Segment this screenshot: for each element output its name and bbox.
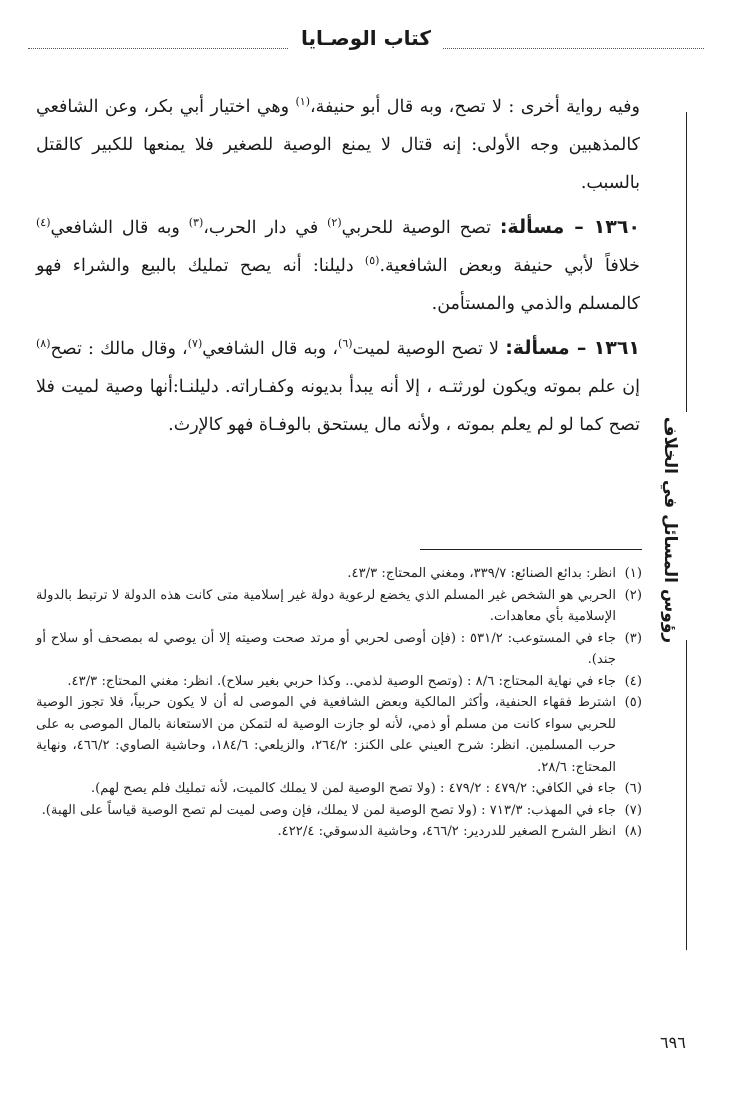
- footnote: [36, 800, 642, 822]
- footnote: [36, 821, 642, 843]
- footnote-text: جاء في نهاية المحتاج: ٨/٦ : (وتصح الوصية لذمي.. وكذا حربي بغير سلاح). انظر: مغني المحتاج: ٤٣/٣.: [67, 673, 616, 689]
- issue-1361-text-3: ، وقال مالك : تصح: [50, 339, 188, 359]
- footnote-text: انظر: بدائع الصنائع: ٣٣٩/٧، ومغني المحتاج: ٤٣/٣.: [347, 566, 616, 581]
- intro-text-1: وفيه رواية أخرى : لا تصح، وبه قال أبو حنيفة،: [310, 97, 640, 117]
- side-title-text: رؤوس المسائل في الخلاف: [660, 416, 680, 644]
- footnote-text: الحربي هو الشخص غير المسلم الذي يخضع لرعوية دولة غير إسلامية متى كانت هذه الدولة لا ترتبط بالدولة الإسلامية بأي معاهدات.: [36, 587, 616, 624]
- footnote-ref-7: (٧): [187, 337, 203, 351]
- footnote-ref-8: (٨): [36, 337, 51, 351]
- running-header: [0, 26, 732, 50]
- footnote-number: (١): [624, 566, 642, 581]
- footnote-text: جاء في المستوعب: ٥٣١/٢ : (فإن أوصى لحربي أو مرتد صحت وصيته إلا أن يوصي له بمصحف أو سلاح أو جند).: [36, 630, 616, 667]
- issue-1360-text-3: وبه قال الشافعي: [50, 218, 189, 238]
- issue-1360: [36, 208, 640, 323]
- issue-1361-label: ١٣٦١ – مسألة:: [505, 337, 641, 359]
- page-number: ٦٩٦: [660, 1033, 686, 1052]
- footnote: [36, 671, 642, 693]
- footnote-text: جاء في الكافي: ٤٧٩/٢ : ٤٧٩/٢ : (ولا تصح الوصية لمن لا يملك كالميت، لأنه تمليك فلم يصح لهم).: [90, 781, 616, 796]
- side-title: [642, 416, 698, 644]
- footnote-separator: [420, 549, 642, 550]
- footnote-number: (٣): [624, 630, 642, 646]
- issue-1361-text-4: إن علم بموته ويكون لورثتـه ، إلا أنه يبدأ بديونه وكفـاراته. دليلنـا:أنها وصية لميت فلا تصح كما لو لم يعلم بموته ، ولأنه مال يستحق بالوفـاة فهو كالإرث.: [36, 377, 640, 435]
- footnote: [36, 628, 642, 671]
- issue-1360-label: ١٣٦٠ – مسألة:: [499, 216, 641, 238]
- footnote-ref-6: (٦): [338, 337, 353, 351]
- footnote-number: (٧): [624, 802, 642, 818]
- footnotes: [36, 563, 642, 843]
- issue-1361-text-1: لا تصح الوصية لميت: [352, 339, 506, 359]
- footnote: [36, 585, 642, 628]
- paragraph-intro: [36, 88, 640, 202]
- footnote-ref-2: (٢): [327, 216, 342, 230]
- issue-1360-text-5: دليلنا: أنه يصح تمليك بالبيع والشراء فهو كالمسلم والذمي والمستأمن.: [36, 256, 640, 314]
- intro-text-2: وهي اختيار أبي بكر، وعن الشافعي كالمذهبين وجه الأولى: إنه قتال لا يمنع الوصية للصغير فلا يمنعها للكبير كالقتل بالسبب.: [36, 97, 640, 193]
- footnote-ref-1: (١): [295, 95, 310, 109]
- side-rule-top: [686, 112, 687, 412]
- main-text: [36, 88, 640, 450]
- footnote-text: انظر الشرح الصغير للدردير: ٤٦٦/٢، وحاشية الدسوقي: ٤٢٢/٤.: [277, 824, 616, 839]
- footnote-number: (٨): [624, 824, 642, 839]
- footnote-number: (٤): [624, 673, 642, 689]
- footnote-number: (٥): [624, 695, 642, 710]
- running-title: كتاب الوصـايا: [289, 26, 443, 50]
- footnote-ref-4: (٤): [36, 216, 51, 230]
- footnote-number: (٦): [624, 781, 642, 796]
- footnote-text: اشترط فقهاء الحنفية، وأكثر المالكية وبعض الشافعية في الموصى له أن لا يكون حربياً، فلا تجوز الوصية للحربي سواء كانت من مسلم أو ذمي، لأنه لو جازت الوصية له لتمكن من الاستعانة بالمال الموصى به على حرب المسلمين. انظر: شرح العيني على الكنز: ٢٦٤/٢، والزيلعي: ١٨٤/٦، وحاشية الصاوي: ٤٦٦/٢، ونهاية المحتاج: ٢٨/٦.: [36, 695, 616, 775]
- issue-1360-text-1: تصح الوصية للحربي: [341, 218, 500, 238]
- footnote-number: (٢): [624, 587, 642, 603]
- side-rule-bottom: [686, 640, 687, 950]
- issue-1361: [36, 329, 640, 444]
- footnote: [36, 563, 642, 585]
- issue-1360-text-2: في دار الحرب،: [203, 218, 328, 238]
- footnote-text: جاء في المهذب: ٧١٣/٣ : (ولا تصح الوصية لمن لا يملك، فإن وصى لميت لم تصح الوصية قياساً على الهبة).: [41, 802, 616, 818]
- issue-1361-text-2: ، وبه قال الشافعي: [202, 339, 339, 359]
- issue-1360-text-4: خلافاً لأبي حنيفة وبعض الشافعية.: [379, 256, 640, 276]
- footnote: [36, 692, 642, 778]
- footnote-ref-3: (٣): [188, 216, 204, 230]
- footnote-ref-5: (٥): [364, 254, 380, 268]
- footnote: [36, 778, 642, 800]
